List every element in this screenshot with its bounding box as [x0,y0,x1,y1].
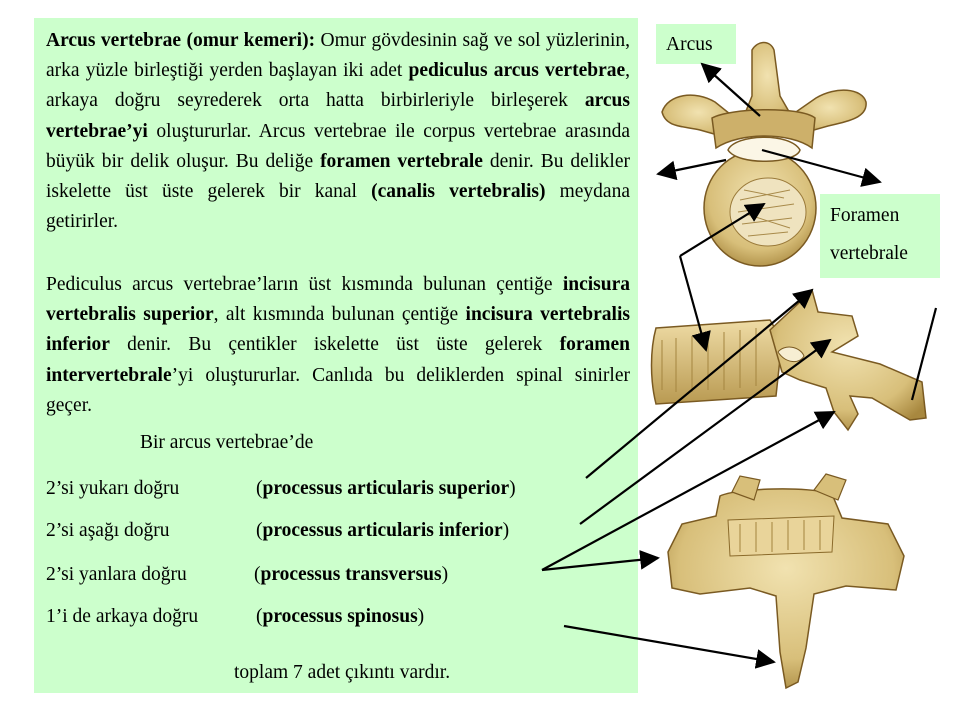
text-span: ’yi oluştururlar. Canlıda bu deliklerden spinal sinirler geçer. [46,364,630,416]
label-foramen-line1: Foramen [830,205,900,226]
subheading: Bir arcus vertebrae’de [140,432,314,453]
paren: ( [254,564,261,585]
paren: ( [256,478,263,499]
process-count: 2’si yanlara doğru [46,564,187,585]
text-span: , alt kısmında bulunan çentiğe [213,304,466,326]
label-arcus: Arcus [656,24,736,64]
text-span: , arkaya doğru seyrederek orta hatta birbirleriyle birleşerek [46,60,631,112]
paren: ) [417,606,425,627]
arrow-articular-superior [586,290,812,478]
term-foramen-vertebrale: foramen vertebrale [320,150,483,172]
process-name: processus transversus [260,564,442,585]
text-span: oluştururlar. Arcus vertebrae ile corpus vertebrae arasında büyük bir delik oluşur. Bu deliğe [46,120,630,172]
process-count: 2’si yukarı doğru [46,478,180,499]
total-line: toplam 7 adet çıkıntı vardır. [234,662,451,683]
arrow-spinous [564,626,774,662]
text-span: denir. Bu delikler iskelette üst üste gelerek bir kanal [46,150,630,203]
text-span: denir. Bu çentikler iskelette üst üste gelerek [109,334,560,356]
process-count: 1’i de arkaya doğru [46,606,199,627]
term-foramen-intervertebrale: foramen intervertebrale [46,334,630,386]
term-arcus-vertebrae-yi: arcus vertebrae’yi [46,90,630,142]
text-span: meydana getirirler. [46,181,630,233]
label-foramen-line2: vertebrale [830,243,908,264]
vertebra-top-view [662,43,866,267]
text-span: Pediculus arcus vertebrae’ların üst kısmında bulunan çentiğe [46,274,563,295]
vertebra-lateral-view [652,290,927,430]
paren: ( [256,606,263,627]
term-pediculus: pediculus arcus vertebrae [408,60,626,82]
text-span: Omur gövdesinin sağ ve sol yüzlerinin, arka yüzle birleştiği yerden başlayan iki adet [46,30,630,82]
process-name: processus articularis superior [262,478,510,499]
process-name: processus spinosus [262,606,418,627]
vertebra-posterior-view [668,474,904,688]
term-incisura-superior: incisura vertebralis superior [46,274,630,326]
term-arcus-vertebrae: Arcus vertebrae (omur kemeri): [46,30,316,51]
paren: ) [509,478,516,499]
term-canalis-vertebralis: (canalis vertebralis) [371,181,546,203]
paren: ) [441,564,449,585]
term-incisura-inferior: incisura vertebralis inferior [46,304,630,356]
paren: ( [256,520,263,541]
paren: ) [502,520,510,541]
process-count: 2’si aşağı doğru [46,520,170,541]
line-foramen-lateral [912,308,936,400]
process-name: processus articularis inferior [262,520,503,541]
